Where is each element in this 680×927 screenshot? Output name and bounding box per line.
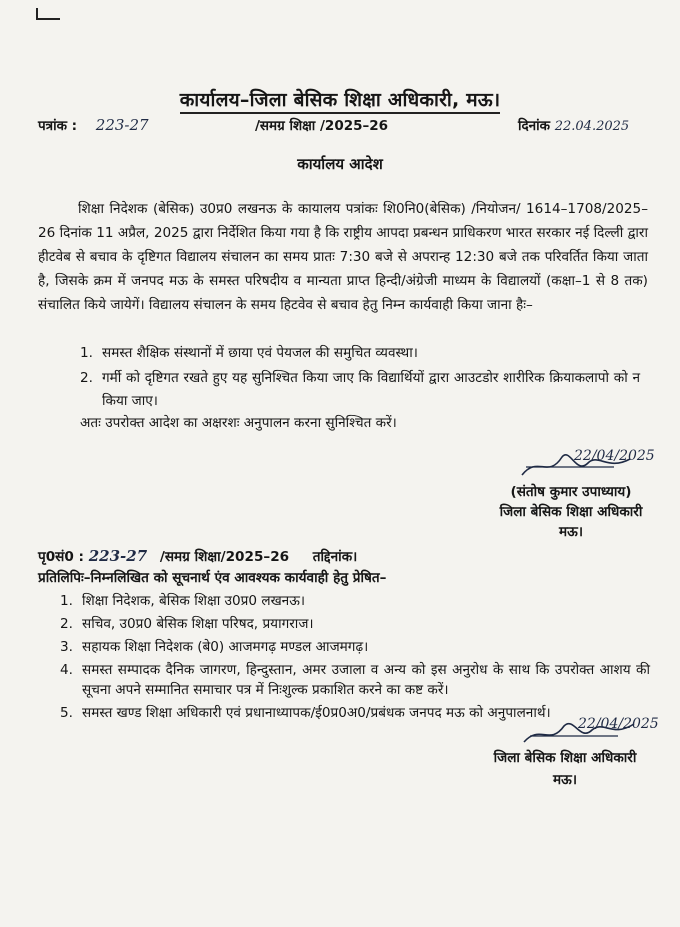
copy-ref-rest: /समग्र शिक्षा/2025–26 तद्दिनांक। <box>159 549 358 565</box>
subject-reference: /समग्र शिक्षा /2025–26 <box>255 118 389 134</box>
copy-ref-number-handwritten: 223-27 <box>88 547 148 565</box>
list-item <box>60 703 597 723</box>
list-item-number: 1. <box>60 593 73 609</box>
corner-mark <box>36 8 60 20</box>
list-item <box>80 367 640 413</box>
action-list <box>80 342 640 413</box>
list-item <box>80 342 640 365</box>
date-label: दिनांक <box>518 118 551 134</box>
copy-reference <box>38 546 357 565</box>
list-item-number: 3. <box>60 639 73 655</box>
list-item <box>60 660 650 700</box>
reference-label: पत्रांक : <box>38 118 78 134</box>
copy-heading: प्रतिलिपिः–निम्नलिखित को सूचनार्थ एंव आवश्यक कार्यवाही हेतु प्रेषित– <box>38 570 387 586</box>
signatory-designation: जिला बेसिक शिक्षा अधिकारी <box>499 504 643 520</box>
list-item <box>60 591 650 611</box>
list-item-text: सहायक शिक्षा निदेशक (बे0) आजमगढ़ मण्डल आजमगढ़। <box>82 639 369 655</box>
signatory-name: (संतोष कुमार उपाध्याय) <box>510 484 632 500</box>
copy-ref-label: पृ0सं0 : <box>38 549 84 565</box>
list-item <box>60 614 650 634</box>
list-item-text: शिक्षा निदेशक, बेसिक शिक्षा उ0प्र0 लखनऊ। <box>82 593 306 609</box>
signature-date-handwritten: 22/04/2025 <box>578 716 659 732</box>
signature-block <box>476 482 666 542</box>
recipient-list <box>60 591 650 726</box>
list-item-number: 1. <box>80 345 93 361</box>
date-handwritten: 22.04.2025 <box>554 119 630 134</box>
list-item-text: समस्त सम्पादक दैनिक जागरण, हिन्दुस्तान, अमर उजाला व अन्य को इस अनुरोध के साथ कि उपरोक्त आशय की सूचना अपने सम्मानित समाचार पत्र में निःशुल्क प्रकाशित करने का कष्ट करें। <box>82 662 650 698</box>
list-item-text: गर्मी को दृष्टिगत रखते हुए यह सुनिश्चित किया जाए कि विद्यार्थियों द्वारा आउटडोर शारीरिक क्रियाकलापो को न किया जाए। <box>102 370 640 409</box>
signatory-designation: जिला बेसिक शिक्षा अधिकारी <box>493 750 637 766</box>
signature-block <box>470 747 660 791</box>
list-item-number: 5. <box>60 705 73 721</box>
list-item-number: 2. <box>80 370 93 386</box>
list-item <box>60 637 650 657</box>
list-item-text: समस्त शैक्षिक संस्थानों में छाया एवं पेयजल की समुचित व्यवस्था। <box>102 345 418 361</box>
order-body-text: शिक्षा निदेशक (बेसिक) उ0प्र0 लखनऊ के कायालय पत्रांकः शि0नि0(बेसिक) /नियोजन/ 1614–1708/2025–26 दिनांक 11 अप्रैल, 2025 द्वारा निर्देशित किया गया है कि राष्ट्रीय आपदा प्रबन्धन प्राधिकरण भारत सरकार नई दिल्ली द्वारा हीटवेब से बचाव के दृष्टिगत विद्यालय संचालन का समय प्रातः 7:30 बजे से अपरान्ह 12:30 बजे तक परिवर्तित किया जाता है, जिसके क्रम में जनपद मऊ के समस्त परिषदीय व मान्यता प्राप्त हिन्दी/अंग्रेजी माध्यम के विद्यालयों (कक्षा–1 से 8 तक) संचालित किये जायेगें। विद्यालय संचालन के समय हिटवेव से बचाव हेतु निम्न कार्यवाही किया जाना हैः– <box>38 201 648 313</box>
order-title: कार्यालय आदेश <box>297 155 383 173</box>
office-title: कार्यालय–जिला बेसिक शिक्षा अधिकारी, मऊ। <box>180 89 501 114</box>
signatory-place: मऊ। <box>553 772 577 788</box>
compliance-line: अतः उपरोक्त आदेश का अक्षरशः अनुपालन करना सुनिश्चित करें। <box>80 415 397 431</box>
reference-number-handwritten: 223-27 <box>95 116 149 134</box>
list-item-number: 4. <box>60 662 73 678</box>
signature-date-handwritten: 22/04/2025 <box>574 448 655 464</box>
reference-date <box>518 116 629 134</box>
order-body <box>38 197 648 317</box>
reference-number <box>38 116 149 134</box>
list-item-number: 2. <box>60 616 73 632</box>
signatory-place: मऊ। <box>559 524 583 540</box>
list-item-text: समस्त खण्ड शिक्षा अधिकारी एवं प्रधानाध्यापक/ई0प्र0अ0/प्रबंधक जनपद मऊ को अनुपालनार्थ। <box>82 705 551 721</box>
list-item-text: सचिव, उ0प्र0 बेसिक शिक्षा परिषद, प्रयागराज। <box>82 616 314 632</box>
office-header <box>0 86 680 112</box>
